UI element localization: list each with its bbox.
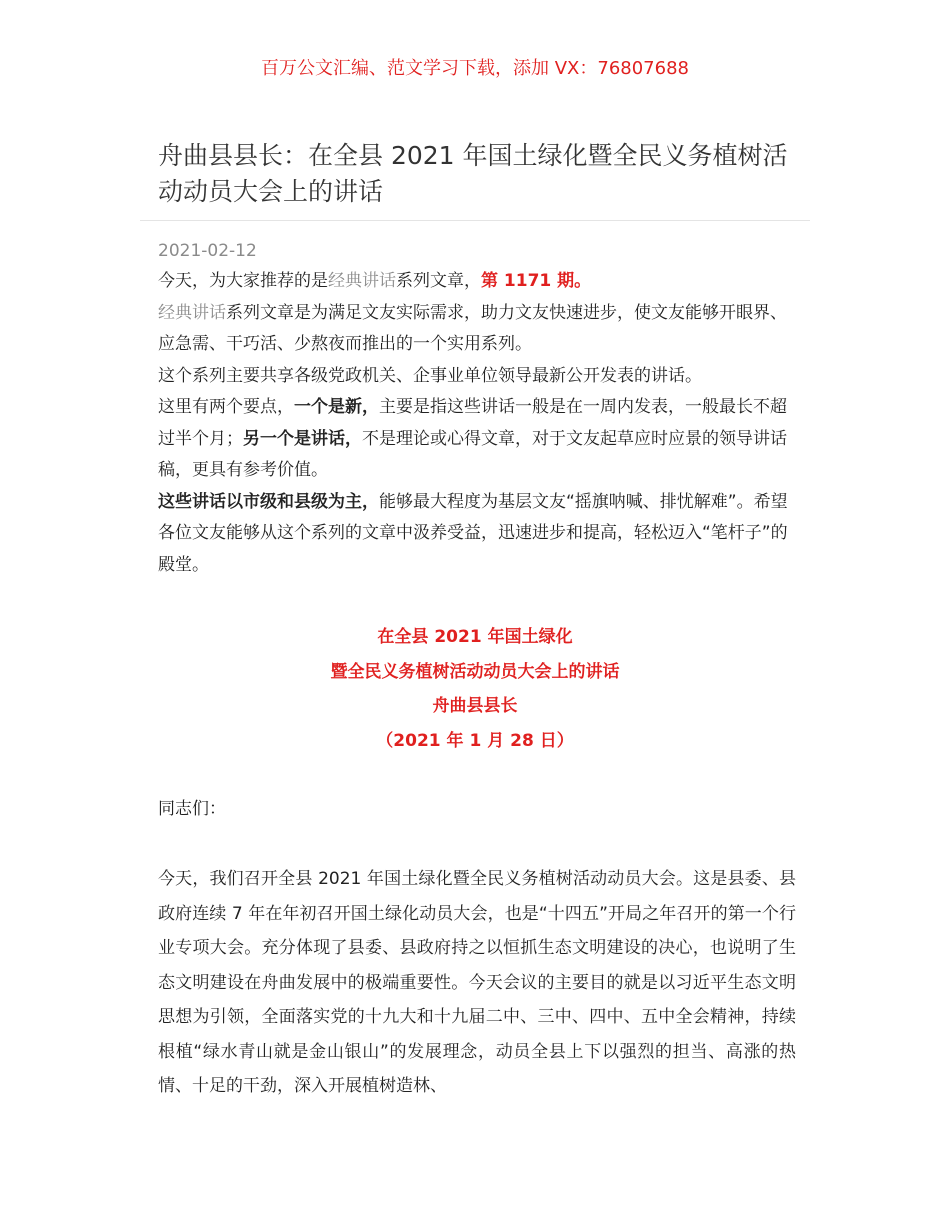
intro-text: 系列文章， [396, 271, 481, 291]
intro-text: 这里有两个要点， [158, 397, 294, 417]
intro-paragraph-4 [158, 392, 796, 487]
key-point-new: 一个是新， [294, 397, 379, 417]
intro-paragraph-3: 这个系列主要共享各级党政机关、企事业单位领导最新公开发表的讲话。 [158, 365, 702, 386]
intro-text: 系列文章是为满足文友实际需求，助力文友快速进步，使文友能够开眼界、应急需、干巧活、少熬夜而推出的一个实用系列。 [158, 302, 787, 354]
intro-text: 不是理论或心得文章，对于文友起草应时应景的领导讲话稿，更具有参考价值。 [158, 428, 787, 480]
intro-paragraph-5 [158, 487, 796, 582]
key-point-speech: 另一个是讲话， [243, 428, 362, 449]
speech-speaker: 舟曲县县长 [432, 696, 518, 716]
key-point-level: 这些讲话以市级和县级为主， [158, 491, 379, 512]
publish-date: 2021-02-12 [158, 241, 257, 261]
intro-paragraph-1 [158, 266, 796, 298]
intro-paragraph-2 [158, 298, 796, 361]
speech-title-line-2: 暨全民义务植树活动动员大会上的讲话 [330, 661, 620, 682]
article-title: 舟曲县县长：在全县 2021 年国土绿化暨全民义务植树活动动员大会上的讲话 [158, 141, 788, 206]
intro-text: 能够最大程度为基层文友“摇旗呐喊、排忧解难”。希望各位文友能够从这个系列的文章中汲养受益，迅速进步和提高，轻松迈入“笔杆子”的殿堂。 [158, 491, 788, 575]
speech-date: （2021 年 1 月 28 日） [376, 730, 574, 751]
title-divider [140, 220, 810, 221]
intro-text: 主要是指这些讲话一般是在一周内发表，一般最长不超过半个月； [158, 397, 787, 449]
intro-text: 今天，为大家推荐的是 [158, 271, 328, 291]
series-intro [158, 266, 796, 581]
promo-banner: 百万公文汇编、范文学习下载，添加 VX：76807688 [261, 58, 689, 79]
salutation: 同志们： [158, 799, 226, 819]
speech-paragraph-1: 今天，我们召开全县 2021 年国土绿化暨全民义务植树活动动员大会。这是县委、县政府连续 7 年在年初召开国土绿化动员大会，也是“十四五”开局之年召开的第一个行业专项大会。充分体现了县委、县政府持之以恒抓生态文明建设的决心，也说明了生态文明建设在舟曲发展中的极端重要性。今天会议的主要目的就是以习近平生态文明思想为引领，全面落实党的十九大和十九届二中、三中、四中、五中全会精神，持续根植“绿水青山就是金山银山”的发展理念，动员全县上下以强烈的担当、高涨的热情、十足的干劲，深入开展植树造林、 [158, 869, 796, 1096]
series-name: 经典讲话 [158, 302, 226, 323]
series-name: 经典讲话 [328, 271, 396, 291]
speech-heading [0, 620, 950, 758]
speech-title-line-1: 在全县 2021 年国土绿化 [377, 627, 573, 647]
issue-number: 第 1171 期。 [481, 271, 592, 291]
